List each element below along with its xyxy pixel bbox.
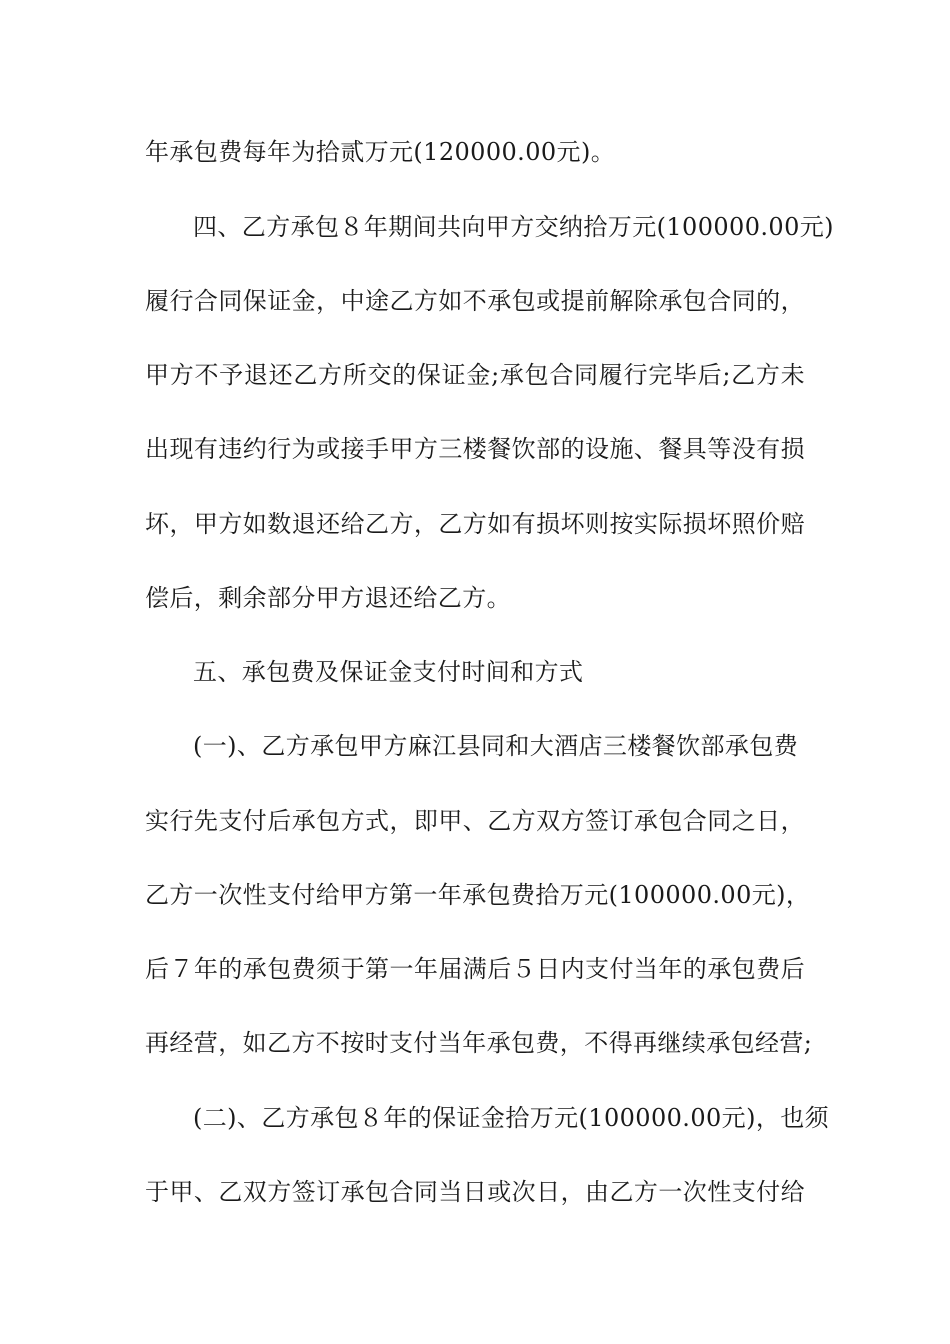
paragraph-line: 后７年的承包费须于第一年届满后５日内支付当年的承包费后: [145, 955, 805, 983]
paragraph-line: 甲方不予退还乙方所交的保证金;承包合同履行完毕后;乙方未: [145, 361, 805, 389]
paragraph-line: (一)、乙方承包甲方麻江县同和大酒店三楼餐饮部承包费: [193, 732, 799, 760]
paragraph-line: 四、乙方承包８年期间共向甲方交纳拾万元(100000.00元): [193, 213, 834, 241]
paragraph-line: 偿后，剩余部分甲方退还给乙方。: [145, 584, 511, 612]
paragraph-line: 于甲、乙双方签订承包合同当日或次日，由乙方一次性支付给: [145, 1178, 805, 1206]
paragraph-line: (二)、乙方承包８年的保证金拾万元(100000.00元)，也须: [193, 1104, 830, 1132]
paragraph-line: 实行先支付后承包方式，即甲、乙方双方签订承包合同之日，: [145, 807, 805, 835]
section-heading: 五、承包费及保证金支付时间和方式: [193, 658, 584, 686]
paragraph-line: 出现有违约行为或接手甲方三楼餐饮部的设施、餐具等没有损: [145, 435, 805, 463]
paragraph-line: 年承包费每年为拾贰万元(120000.00元)。: [145, 138, 616, 166]
paragraph-line: 坏，甲方如数退还给乙方，乙方如有损坏则按实际损坏照价赔: [145, 510, 805, 538]
paragraph-line: 履行合同保证金，中途乙方如不承包或提前解除承包合同的，: [145, 287, 805, 315]
paragraph-line: 乙方一次性支付给甲方第一年承包费拾万元(100000.00元)，: [145, 881, 811, 909]
paragraph-line: 再经营，如乙方不按时支付当年承包费，不得再继续承包经营;: [145, 1029, 813, 1057]
